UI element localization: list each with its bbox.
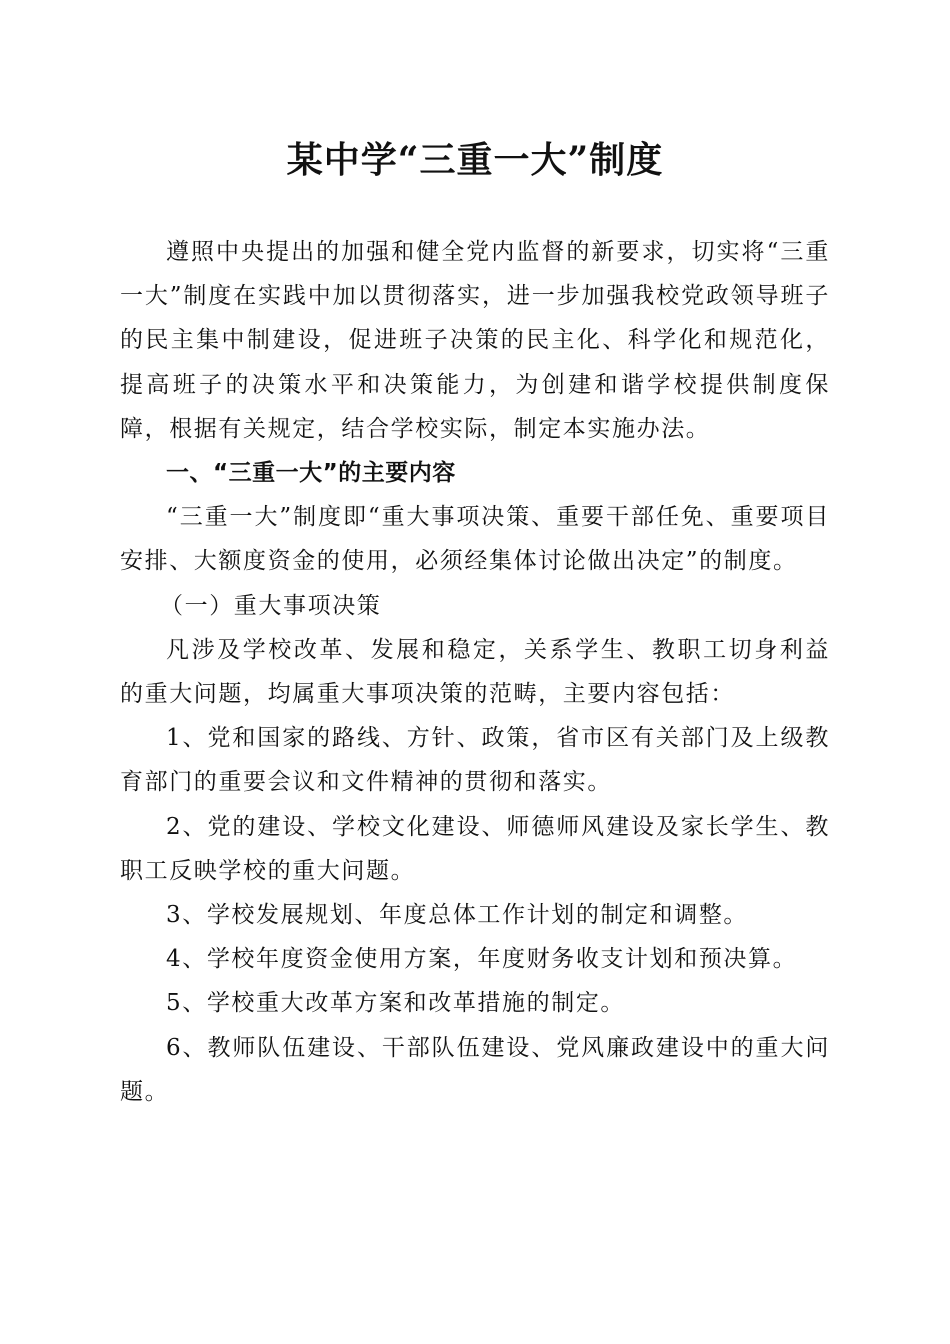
list-item: 2、党的建设、学校文化建设、师德师风建设及家长学生、教职工反映学校的重大问题。 (120, 813, 830, 884)
list-item: 3、学校发展规划、年度总体工作计划的制定和调整。 (166, 902, 749, 929)
section-heading-main-content: 一、“三重一大”的主要内容 (166, 460, 456, 487)
list-item: 1、党和国家的路线、方针、政策，省市区有关部门及上级教育部门的重要会议和文件精神的贯彻和落实。 (120, 725, 830, 796)
subsection-paragraph-scope: 凡涉及学校改革、发展和稳定，关系学生、教职工切身利益的重大问题，均属重大事项决策的范畴，主要内容包括： (120, 636, 830, 708)
document-title: 某中学“三重一大”制度 (286, 139, 664, 181)
list-item: 6、教师队伍建设、干部队伍建设、党风廉政建设中的重大问题。 (120, 1034, 830, 1105)
list-item: 4、学校年度资金使用方案，年度财务收支计划和预决算。 (166, 946, 798, 973)
section-paragraph-definition: “三重一大”制度即“重大事项决策、重要干部任免、重要项目安排、大额度资金的使用，必须经集体讨论做出决定”的制度。 (120, 504, 830, 575)
list-item: 5、学校重大改革方案和改革措施的制定。 (166, 990, 626, 1017)
subsection-heading-major-decisions: （一）重大事项决策 (160, 592, 382, 619)
document-body (120, 230, 830, 1114)
intro-paragraph: 遵照中央提出的加强和健全党内监督的新要求，切实将“三重一大”制度在实践中加以贯彻落实，进一步加强我校党政领导班子的民主集中制建设，促进班子决策的民主化、科学化和规范化，提高班子的决策水平和决策能力，为创建和谐学校提供制度保障，根据有关规定，结合学校实际，制定本实施办法。 (120, 239, 830, 442)
